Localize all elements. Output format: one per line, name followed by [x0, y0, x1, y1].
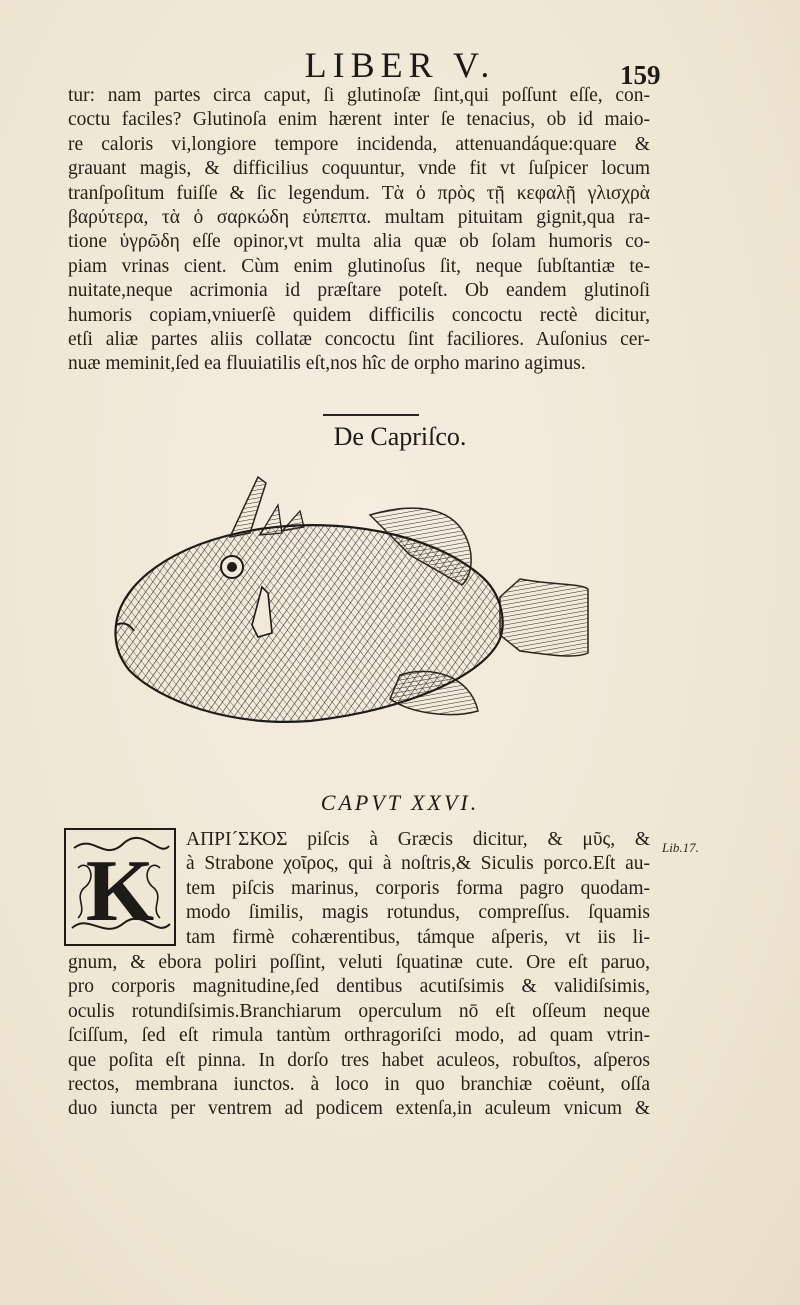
text-line: oculis rotundiſsimis.Branchiarum operculum nō eſt oſſeum neque — [68, 1000, 650, 1022]
text-line: tranſpoſitum fuiſſe & ſic legendum. Τὰ ὁ πρὸς τῇ κεφαλῇ γλισχρὰ — [68, 182, 650, 204]
section-title: De Capriſco. — [333, 422, 467, 451]
text-line: nuæ meminit,ſed ea fluuiatilis eſt,nos hîc de orpho marino agimus. — [68, 353, 586, 375]
text-line: tam firmè cohærentibus, támque aſperis, vt iis li- — [186, 926, 650, 948]
fish-woodcut-illustration — [110, 475, 600, 735]
margin-note: Lib.17. — [662, 840, 699, 855]
chapter-text — [68, 951, 650, 1122]
text-line: tem piſcis marinus, corporis forma pagro quodam- — [186, 877, 650, 899]
text-line: coctu faciles? Glutinoſa enim hærent inter ſe tenacius, ob id maio- — [68, 109, 650, 131]
chapter-text-indented — [186, 828, 650, 950]
text-line: ſciſſum, ſed eſt rimula tantùm orthragoriſci modo, ad quam vtrin- — [68, 1025, 650, 1047]
text-line: pro corporis magnitudine,ſed dentibus acutiſsimis & validiſsimis, — [68, 976, 650, 998]
text-line: etſi aliæ partes aliis collatæ concoctu ſint faciliores. Auſonius cer- — [68, 328, 650, 350]
running-head: LIBER V. — [304, 45, 496, 85]
text-line: ΑΠΡΙ´ΣΚΟΣ piſcis à Græcis dicitur, & μῦς, & — [186, 829, 650, 850]
text-line: modo ſimilis, magis rotundus, compreſſus. ſquamis — [186, 902, 650, 924]
text-line: βαρύτερα, τὰ ὁ σαρκώδη εὐπεπτα. multam pituitam gignit,qua ra- — [68, 206, 650, 228]
text-line: à Strabone χοῖρος, qui à noſtris,& Siculis porco.Eſt au- — [186, 853, 650, 875]
text-line: nuitate,neque acrimonia id præſtare poteſt. Ob eandem glutinoſi — [68, 280, 650, 302]
text-line: humoris copiam,vniuerſè quidem difficilis concoctu rectè dicitur, — [68, 304, 650, 326]
section-rule — [323, 414, 419, 416]
text-line: gnum, & ebora poliri poſſint, veluti ſquatinæ cute. Ore eſt paruo, — [68, 952, 650, 973]
text-line: re caloris vi,longiore tempore incidenda, attenuandáque:quare & — [68, 133, 650, 155]
chapter-heading: CAPVT XXVI. — [320, 790, 480, 815]
decorated-initial-icon — [64, 828, 176, 946]
text-line: rectos, membrana iunctos. à loco in quo branchiæ coëunt, oſſa — [68, 1073, 650, 1095]
text-line: que poſita eſt pinna. In dorſo tres habet aculeos, robuſtos, aſperos — [68, 1049, 650, 1071]
page-number: 159 — [620, 60, 661, 90]
text-line: grauant magis, & difficilius coquuntur, vnde fit vt ſuſpicer locum — [68, 158, 650, 180]
text-line: tur: nam partes circa caput, ſi glutinoſæ ſint,qui poſſunt eſſe, con- — [68, 85, 650, 106]
text-line: tione ὑγρῶδη eſſe opinor,vt multa alia quæ ob ſolam humoris co- — [68, 231, 650, 253]
text-line: piam vrinas cient. Cùm enim glutinoſus ſit, neque ſubſtantiæ te- — [68, 255, 650, 277]
drop-cap-letter: K — [85, 843, 155, 940]
body-text — [68, 84, 650, 377]
text-line: duo iuncta per ventrem ad podicem extenſa,in aculeum vnicum & — [68, 1098, 650, 1120]
